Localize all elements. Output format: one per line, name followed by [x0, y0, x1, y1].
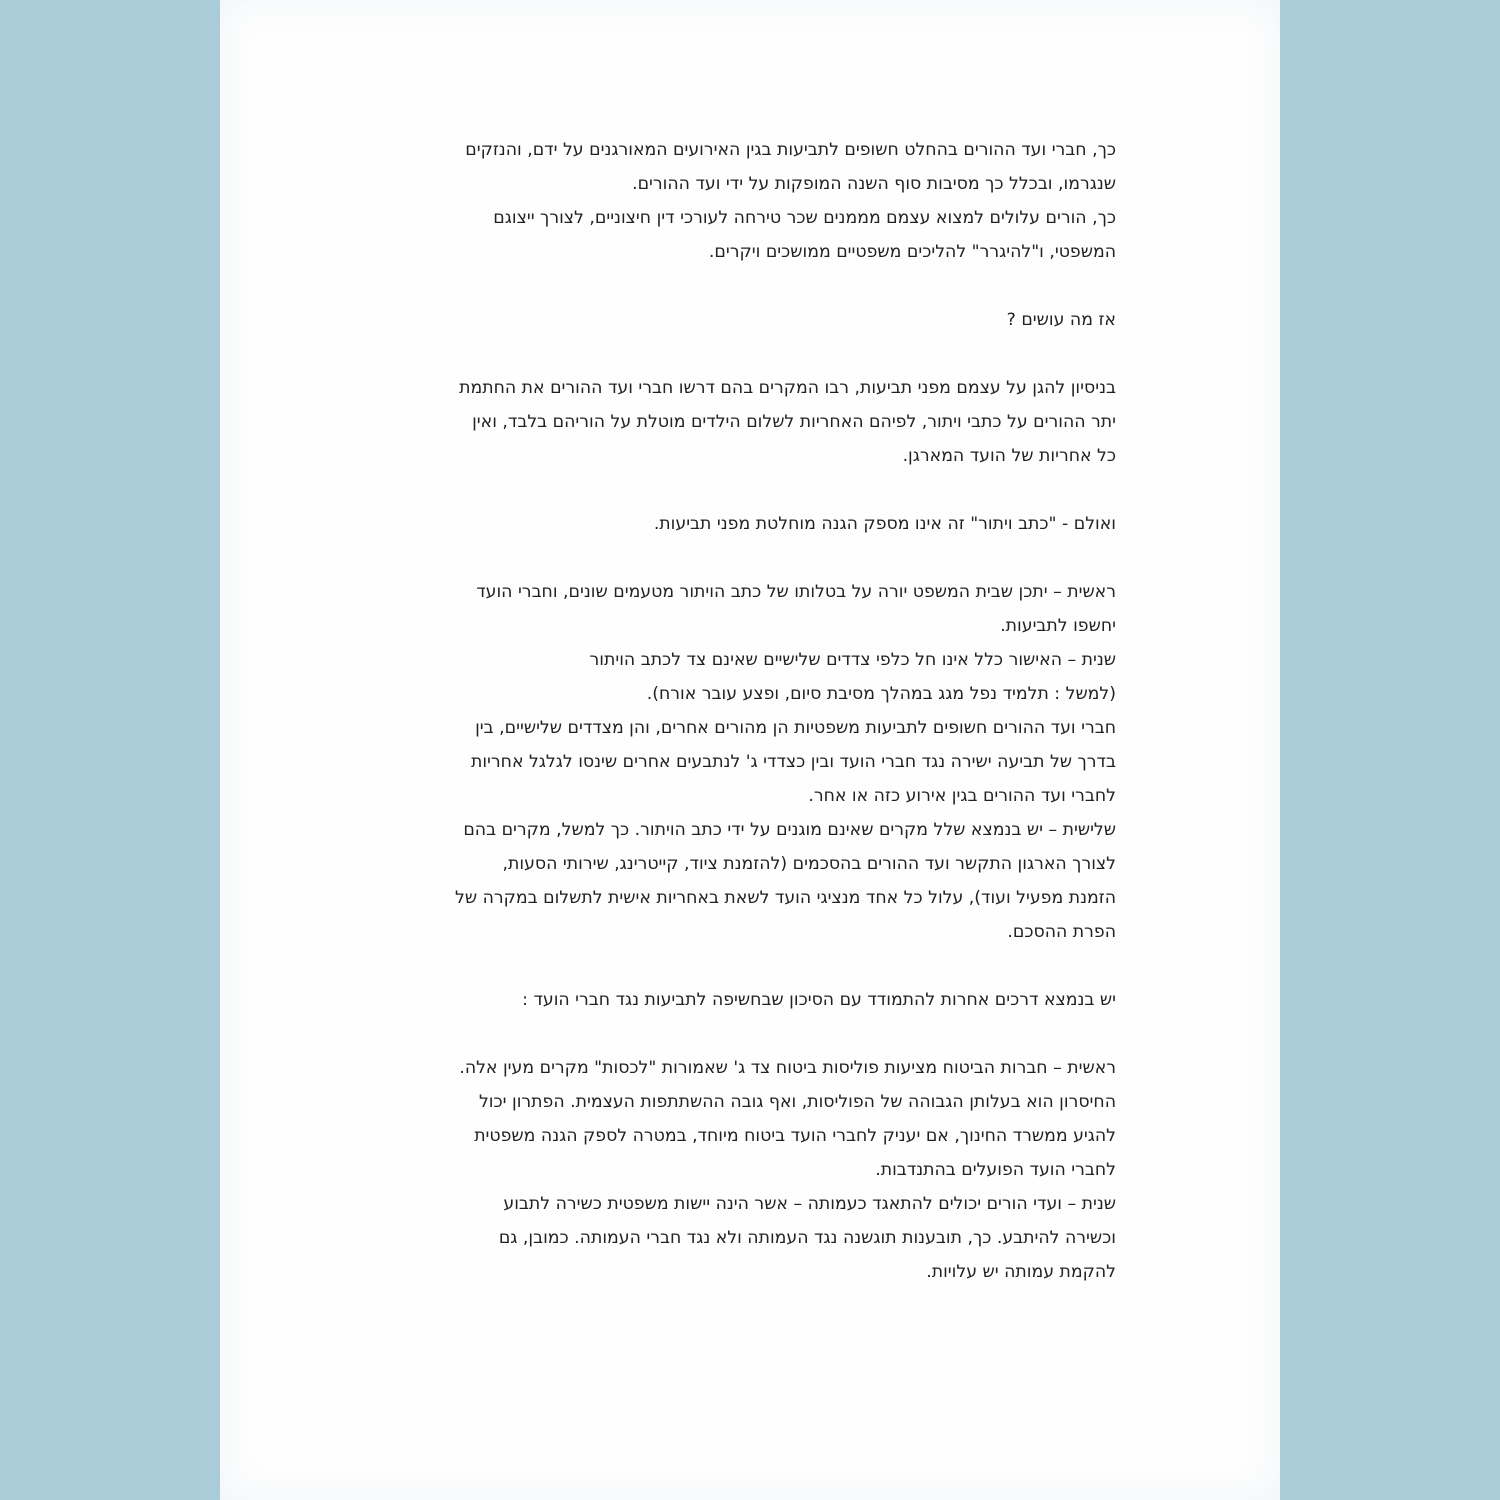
blank-line — [376, 269, 1116, 303]
text-line: להגיע ממשרד החינוך, אם יעניק לחברי הועד ביטוח מיוחד, במטרה לספק הגנה משפטית — [474, 1126, 1116, 1146]
text-line: חברי ועד ההורים חשופים לתביעות משפטיות הן מהורים אחרים, והן מצדדים שלישיים, בין — [475, 718, 1116, 738]
text-line: שלישית – יש בנמצא שלל מקרים שאינם מוגנים על ידי כתב הויתור. כך למשל, מקרים בהם — [463, 820, 1116, 840]
text-line: שנית – ועדי הורים יכולים להתאגד כעמותה – אשר הינה יישות משפטית כשירה לתבוע — [503, 1194, 1116, 1214]
blank-line — [376, 473, 1116, 507]
text-line: כך, הורים עלולים למצוא עצמם מממנים שכר טירחה לעורכי דין חיצוניים, לצורך ייצוגם — [493, 208, 1116, 228]
blank-line — [376, 541, 1116, 575]
text-line: החיסרון הוא בעלותן הגבוהה של הפוליסות, ואף גובה ההשתתפות העצמית. הפתרון יכול — [478, 1092, 1116, 1112]
text-line: יתר ההורים על כתבי ויתור, לפיהם האחריות לשלום הילדים מוטלת על הוריהם בלבד, ואין — [472, 412, 1116, 432]
text-line: יחשפו לתביעות. — [1000, 616, 1116, 636]
text-line: כל אחריות של הועד המארגן. — [902, 446, 1116, 466]
document-page — [220, 0, 1280, 1500]
text-line: הפרת ההסכם. — [1007, 922, 1116, 942]
blank-line — [376, 337, 1116, 371]
text-line: יש בנמצא דרכים אחרות להתמודד עם הסיכון שבחשיפה לתביעות נגד חברי הועד : — [522, 990, 1116, 1010]
text-line: לחברי הועד הפועלים בהתנדבות. — [875, 1160, 1116, 1180]
text-line: הזמנת מפעיל ועוד), עלול כל אחד מנציגי הועד לשאת באחריות אישית לתשלום במקרה של — [455, 888, 1116, 908]
text-line: (למשל : תלמיד נפל מגג במהלך מסיבת סיום, ופצע עובר אורח). — [646, 684, 1116, 704]
text-line: שנית – האישור כלל אינו חל כלפי צדדים שלישיים שאינם צד לכתב הויתור — [589, 650, 1116, 670]
text-line: ראשית – חברות הביטוח מציעות פוליסות ביטוח צד ג' שאמורות "לכסות" מקרים מעין אלה. — [459, 1058, 1116, 1078]
text-line: בניסיון להגן על עצמם מפני תביעות, רבו המקרים בהם דרשו חברי ועד ההורים את החתמת — [459, 378, 1116, 398]
text-line: אז מה עושים ? — [1006, 310, 1116, 330]
text-line: ראשית – יתכן שבית המשפט יורה על בטלותו של כתב הויתור מטעמים שונים, וחברי הועד — [476, 582, 1116, 602]
text-line: שנגרמו, ובכלל כך מסיבות סוף השנה המופקות על ידי ועד ההורים. — [632, 174, 1116, 194]
text-line: להקמת עמותה יש עלויות. — [926, 1262, 1116, 1282]
text-line: המשפטי, ו"להיגרר" להליכים משפטיים ממושכים ויקרים. — [708, 242, 1116, 262]
text-line: כך, חברי ועד ההורים בהחלט חשופים לתביעות בגין האירועים המאורגנים על ידם, והנזקים — [465, 140, 1116, 160]
text-line: בדרך של תביעה ישירה נגד חברי הועד ובין כצדדי ג' לנתבעים אחרים שינסו לגלגל אחריות — [470, 752, 1116, 772]
blank-line — [376, 949, 1116, 983]
text-line: לצורך הארגון התקשר ועד ההורים בהסכמים (להזמנת ציוד, קייטרינג, שירותי הסעות, — [502, 854, 1116, 874]
document-body — [376, 133, 1116, 1289]
text-line: ואולם - "כתב ויתור" זה אינו מספק הגנה מוחלטת מפני תביעות. — [653, 514, 1116, 534]
blank-line — [376, 1017, 1116, 1051]
text-line: לחברי ועד ההורים בגין אירוע כזה או אחר. — [808, 786, 1116, 806]
text-line: וכשירה להיתבע. כך, תובענות תוגשנה נגד העמותה ולא נגד חברי העמותה. כמובן, גם — [498, 1228, 1116, 1248]
